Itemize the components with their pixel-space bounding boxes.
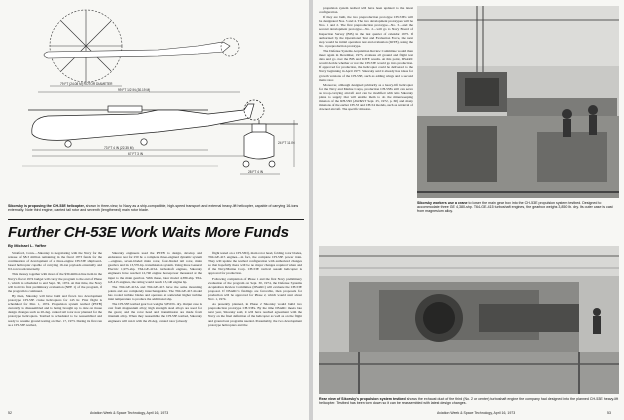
headline-rule xyxy=(8,219,304,220)
diagram-caption xyxy=(8,204,304,212)
photo-caption-2-text: shows the exhaust duct of the third (No. 2 or center) turboshaft engine the company had designed into the planned CH-53E heavy-lift helicopter. Testbed has been torn down so it can be reassembled with latest design changes. xyxy=(319,397,619,406)
article-column-3 xyxy=(208,251,302,409)
paragraph: flight tested on a CH-53D), main rotor head, folding rotor blades, T64-GE-415 engines—in fact, the complete CH-53E power train. They will update the testbed configuration with authorized changes so that hopefully there will be no major changes required when and if the Navy/Marine Corp. CH-53E vertical assault helicopter is approved for production. xyxy=(208,251,302,276)
paragraph: As presently planned, in Phase 2 Sikorsky would build two preproduction prototype CH-53Es. By the time DSARC meets late next year, Sikorsky said, it will have reached agreement with the Navy on the final definition of the helicopter as well as on the flight and ground test programs needed. Presumably, the two development prototype helicopters and the xyxy=(208,302,302,327)
dimension-label-fuselage: 73 FT 4 IN (22.35 M) xyxy=(104,146,134,150)
right-page xyxy=(313,0,624,420)
paragraph: The CH-53E testbed gear box weighs 3,850 lb. dry. Output case is cast from magnesium alloy; high strength steel alloys are used for the gears; and the rotor head and transmission are made from titanium alloy. When they reassemble the CH-53E testbed, Sikorsky engineers will run it with the 20-deg. canted rotor (already xyxy=(108,302,202,323)
diagram-caption-lead: Sikorsky is proposing the CH-53E helicopter, xyxy=(8,204,85,208)
photo-caption-2-lead: Rear view of Sikorsky's propulsion system testbed xyxy=(319,397,406,401)
diagram-caption-text: shown in three-view, to Navy as a ship-compatible, high-speed transport and external heavy-lift helicopter, capable of carrying 16-tons externally. Note third engine, canted tail rotor and seventh (lengthened) main rotor blade. xyxy=(8,204,299,213)
dimension-label-height: 24 FT 11 IN xyxy=(278,141,295,145)
dimension-label-fuselage-short: 67 FT 3 IN xyxy=(128,152,143,156)
article-column-4 xyxy=(319,6,413,242)
paragraph: By then, Sikorsky will have built and flown two development prototype CH-53E cruise helicopters for 145 hr. First flight is scheduled for Mar. 1, 1974. Propulsion system testbed (PSTB) currently is disassembled and is being brought up to date on tissue design changes such as 20-deg. canted tail rotor now planned for the prototype helicopters. Testbed is scheduled to be reassembled and ready to resume ground testing on Dec. 17, 1973. During its first run as a CH-53E testbed, xyxy=(8,293,102,327)
article-column-2 xyxy=(108,251,202,409)
testbed-rear-photo xyxy=(319,246,619,394)
photo-caption-1 xyxy=(417,201,619,214)
dimension-label-overall-length: 99 FT 1/2 IN (30.19 M) xyxy=(118,88,151,92)
paragraph: Following completion of Phase 1 and the first Navy preliminary evaluation of the program on Sept. 30, 1974, the Defense Systems Acquisition Review Committee (DSARC) will evaluate the CH-53E proposal. If DSARC's findings are favorable, then proposals for production will be approved for Phase 2, which would start about Nov. 1, 1974. xyxy=(208,276,302,302)
article-column-1 xyxy=(8,251,102,409)
left-page xyxy=(0,0,309,420)
paragraph: If they are built, the two preproduction prototype CH-53Es will be designated Nos. 3 and 4. The two development prototypes will be Nos. 1 and 2. The first preproduction prototype—No. 3—and the second development prototype—No. 2—will go to Navy Board of Inspection Survey (BIS) in the last quarter of calendar 1975. If authorized by the Operational Test and Evaluation Force, the next step would be initial operation test and evaluation (IOTE), using the No. 4 preproduction prototype. xyxy=(319,15,413,48)
page-number: 53 xyxy=(607,411,611,415)
page-number: 52 xyxy=(8,411,12,415)
testbed-rear-photo-svg xyxy=(319,246,619,394)
paragraph: The T64-GE-415A and T64-GE-415 have the same mounting points and are completely interchangeable. The T64-GE-415 model has cooled turbine blades and operates at somewhat higher turbine inlet temperature to produce the additional shp. xyxy=(108,284,202,302)
paragraph: propulsion system testbed will have been updated to the latest configuration. xyxy=(319,6,413,15)
dimension-label-rotor: 79 FT (24.08 M) ROTOR DIAMETER xyxy=(60,82,113,86)
folio-line: Aviation Week & Space Technology, April 16, 1973 xyxy=(437,411,516,415)
helicopter-three-view-svg xyxy=(8,6,302,202)
paragraph: Sikorsky engineers used the PSTB to design, develop and endurance test for 250 hr. a complete three-engined dynamic system—engines, seven-bladed main rotor, four-bladed tail rotor, main gearbox and its 13,570-hp. transmission system. Using three General Electric 1,975-shp. T64-GE-415A turboshaft engines, Sikorsky engineers have reached 12,740 engine horsepower measured at the input to the main gearbox. With these, later model 4,380-shp. T64-GE-415 engines, the rating would reach 13,140 engine hp. xyxy=(108,251,202,284)
three-view-drawing xyxy=(8,6,302,202)
article-headline: Further CH-53E Work Waits More Funds xyxy=(8,224,289,241)
folio-line: Aviation Week & Space Technology, April 16, 1973 xyxy=(90,411,169,415)
paragraph: This money together with most of the $30-million line item in the Navy's fiscal 1974 budget will carry the program to the end of Phase 1, which is scheduled to end Sept. 30, 1974. At that time, the Navy will hold its first preliminary evaluation (NPE 1) of the program, if the program is continued. xyxy=(8,272,102,293)
article-byline: By Michael L. Yaffee xyxy=(8,243,47,248)
paragraph: Moreover, although designed primarily as a heavy-lift helicopter for the Navy and Marine Corps, production CH-53Es still can serve as troop-carrying aircraft and can be modified with kits Sikorsky plans to supply that will enable them to do the minesweeping mission of the RH-53D (AW&ST Sept. 25, 1972, p. 60) and many missions of the earlier CH-53 and CH-54 models, such as retrieval of downed aircraft. The specific mission- xyxy=(319,82,413,112)
paragraph: The Defense Systems Acquisition Review Committee would then meet again in December, 1975, evaluate all ground and flight test data and go over the BIS and IOTE results. At this point, DSARC would decide whether or not the CH-53E would go into production. If approved for production, the helicopter could be delivered to the Navy beginning in April 1977. Sikorsky said it already has ideas for growth versions of the CH-53E, such as adding wings and a second main rotor. xyxy=(319,48,413,82)
photo-caption-2 xyxy=(319,397,619,405)
dimension-label-width: 28 FT 4 IN xyxy=(248,170,263,174)
testbed-crane-photo-svg xyxy=(417,6,619,198)
testbed-crane-photo xyxy=(417,6,619,198)
photo-caption-1-text: to lower the main gear box into the CH-53E propulsion system testbed. Designed to accommodate three GE 4,380-shp. T64-GE-415 turboshaft engines, the gearbox weighs 3,850 lb. dry. Its outer case is cast from magnesium alloy. xyxy=(417,201,613,214)
paragraph: Stratford, Conn.—Sikorsky is negotiating with the Navy for the release of $8.3 million remaining in the fiscal 1973 funds for the continuation of development of a three-engine CH-53E shipboard-based helicopter capable of carrying 16-ton payloads externally and 9.5-ton loads internally. xyxy=(8,251,102,272)
photo-caption-1-lead: Sikorsky workers use a crane xyxy=(417,201,468,205)
